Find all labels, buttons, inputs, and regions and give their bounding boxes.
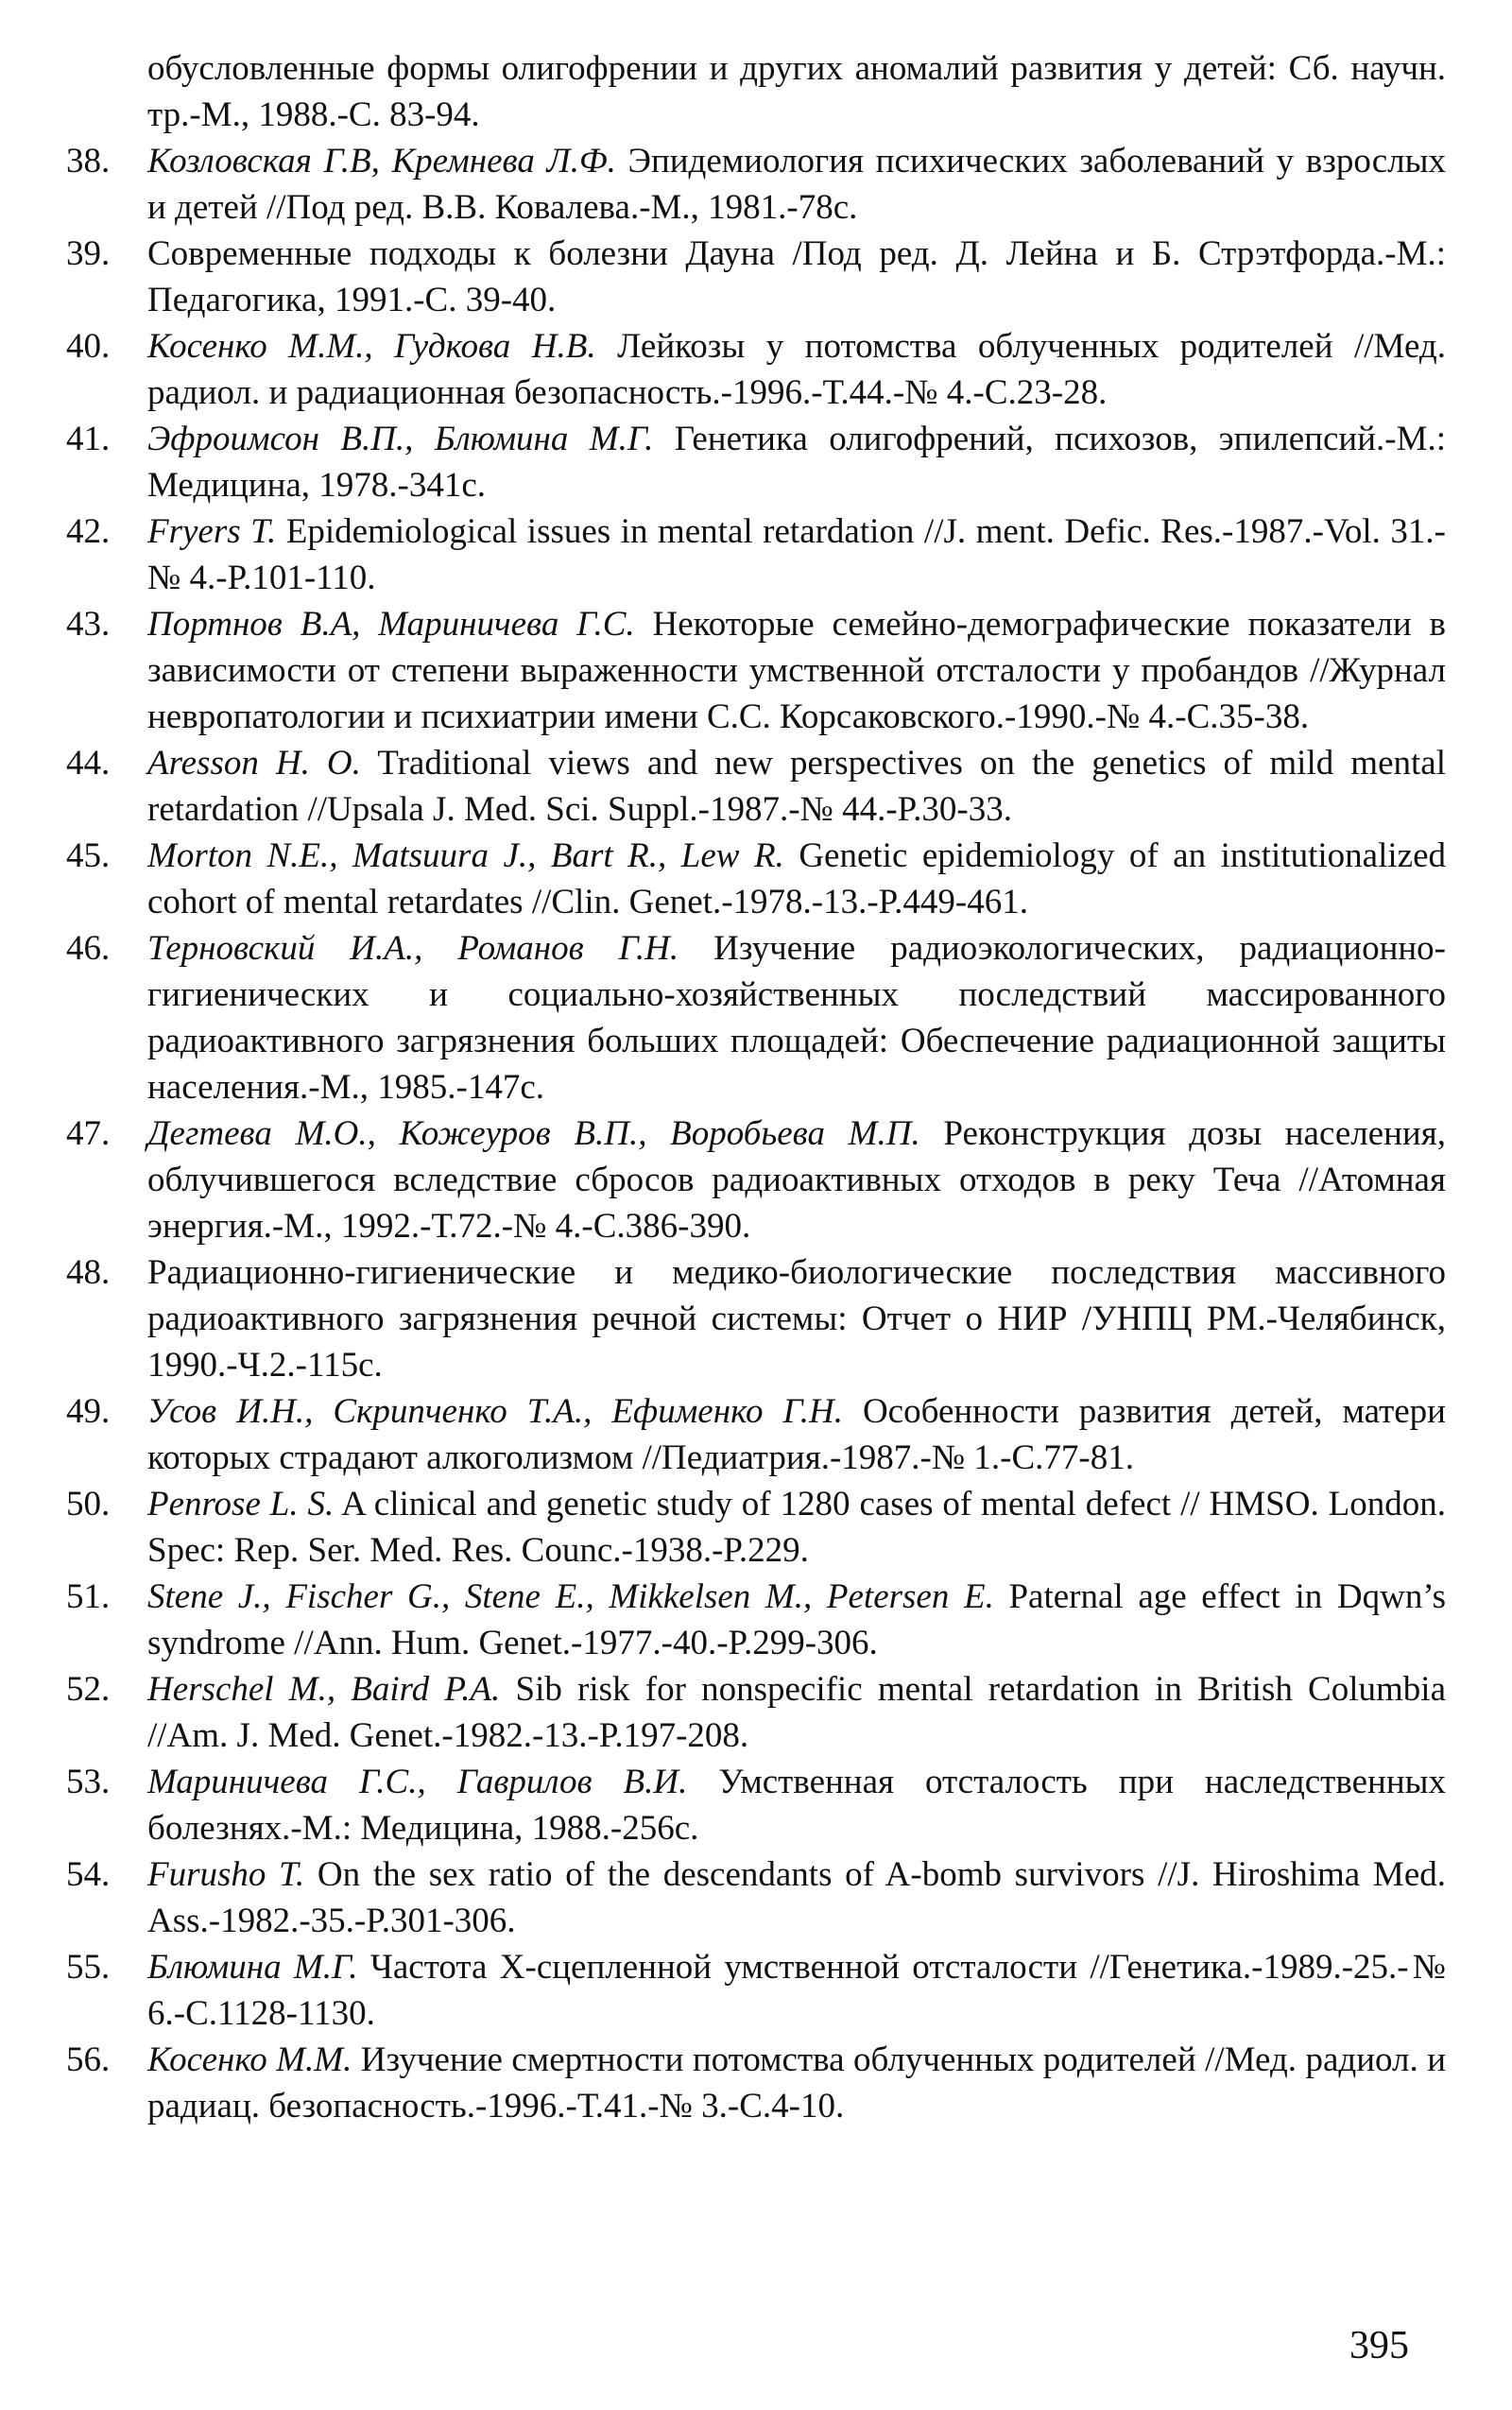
reference-number: 48. — [66, 1253, 111, 1292]
reference-number: 56. — [66, 2040, 111, 2079]
reference-number: 41. — [66, 420, 111, 458]
reference-text: Изучение радиоэкологических, радиационно-гигиенических и социально-хозяйственных последствий массированного радиоактивного загрязнения больших площадей: Обеспечение радиационной защиты населения.-М., 1985.-147с. — [147, 929, 1446, 1107]
reference-text: Paternal age effect in Dqwn’s syndrome //Ann. Hum. Genet.-1977.-40.-P.299-306. — [147, 1577, 1446, 1662]
reference-text: Genetic epidemiology of an institutionalized cohort of mental retardates //Clin. Genet.-1978.-13.-P.449-461. — [147, 836, 1446, 921]
reference-number: 51. — [66, 1577, 111, 1616]
reference-text: A clinical and genetic study of 1280 cases of mental defect // HMSO. London. Spec: Rep. Ser. Med. Res. Counc.-1938.-P.229. — [147, 1485, 1446, 1570]
reference-number: 45. — [66, 836, 111, 875]
reference-text: Генетика олигофрений, психозов, эпилепсий.-М.: Медицина, 1978.-341с. — [147, 420, 1446, 505]
reference-text: Traditional views and new perspectives on the genetics of mild mental retardation //Upsala J. Med. Sci. Suppl.-1987.-№ 44.-P.30-33. — [147, 744, 1446, 829]
reference-number: 52. — [66, 1670, 111, 1709]
reference-authors: Косенко М.М. — [147, 2040, 352, 2079]
reference-authors: Эфроимсон В.П., Блюмина М.Г. — [147, 420, 654, 458]
reference-text: Современные подходы к болезни Дауна /Под ред. Д. Лейна и Б. Стрэтфорда.-М.: Педагогика, 1991.-С. 39-40. — [147, 234, 1446, 319]
reference-authors: Терновский И.А., Романов Г.Н. — [147, 929, 679, 968]
reference-text: Реконструкция дозы населения, облучившегося вследствие сбросов радиоактивных отходов в реку Теча //Атомная энергия.-М., 1992.-Т.72.-№ 4.-С.386-390. — [147, 1114, 1447, 1246]
reference-item — [66, 1110, 1446, 1249]
reference-item — [66, 1574, 1446, 1666]
reference-number: 38. — [66, 142, 111, 181]
reference-text: Sib risk for nonspecific mental retardation in British Columbia //Am. J. Med. Genet.-1982.-13.-P.197-208. — [147, 1670, 1446, 1755]
reference-text: Частота X-сцепленной умственной отсталости //Генетика.-1989.-25.-№ 6.-С.1128-1130. — [147, 1948, 1446, 2033]
reference-item — [66, 323, 1446, 416]
reference-number: 43. — [66, 605, 111, 644]
reference-item — [66, 138, 1446, 231]
reference-number: 39. — [66, 234, 111, 273]
reference-text: Изучение смертности потомства облученных родителей //Мед. радиол. и радиац. безопасность.-1996.-Т.41.-№ 3.-С.4-10. — [147, 2040, 1446, 2126]
reference-item — [66, 925, 1446, 1110]
reference-number: 54. — [66, 1855, 111, 1894]
reference-authors: Портнов В.А, Мариничева Г.С. — [147, 605, 635, 644]
reference-number: 47. — [66, 1114, 111, 1153]
reference-text: On the sex ratio of the descendants of A-bomb survivors //J. Hiroshima Med. Ass.-1982.-35.-P.301-306. — [147, 1855, 1446, 1940]
reference-item — [66, 1944, 1446, 2037]
reference-authors: Stene J., Fischer G., Stene E., Mikkelsen M., Petersen E. — [147, 1577, 994, 1616]
reference-item — [66, 416, 1446, 508]
reference-authors: Aresson H. O. — [147, 744, 361, 783]
reference-item — [66, 2037, 1446, 2129]
reference-text: Особенности развития детей, матери которых страдают алкоголизмом //Педиатрия.-1987.-№ 1.-С.77-81. — [147, 1392, 1446, 1477]
reference-item — [66, 1759, 1446, 1851]
reference-number: 50. — [66, 1485, 111, 1523]
reference-authors: Furusho T. — [147, 1855, 305, 1894]
reference-item — [66, 833, 1446, 925]
reference-authors: Fryers T. — [147, 512, 277, 551]
reference-item — [66, 508, 1446, 601]
reference-list — [66, 138, 1446, 2129]
reference-number: 53. — [66, 1763, 111, 1801]
reference-number: 40. — [66, 327, 111, 366]
reference-number: 49. — [66, 1392, 111, 1431]
reference-text: Некоторые семейно-демографические показатели в зависимости от степени выраженности умственной отсталости у пробандов //Журнал невропатологии и психиатрии имени С.С. Корсаковского.-1990.-№ 4.-С.35-38. — [147, 605, 1446, 736]
reference-text: Лейкозы у потомства облученных родителей //Мед. радиол. и радиационная безопасность.-1996.-Т.44.-№ 4.-С.23-28. — [147, 327, 1446, 412]
reference-item — [66, 601, 1446, 740]
reference-item — [66, 1666, 1446, 1759]
reference-item — [66, 231, 1446, 323]
reference-item — [66, 740, 1446, 833]
reference-item — [66, 1388, 1446, 1481]
reference-authors: Блюмина М.Г. — [147, 1948, 358, 1987]
reference-continuation: обусловленные формы олигофрении и других аномалий развития у детей: Сб. научн. тр.-М., 1988.-С. 83-94. — [147, 49, 1446, 134]
reference-item — [66, 1851, 1446, 1944]
reference-authors: Мариничева Г.С., Гаврилов В.И. — [147, 1763, 688, 1801]
reference-authors: Дегтева М.О., Кожеуров В.П., Воробьева М.П. — [147, 1114, 920, 1153]
reference-text: Умственная отсталость при наследственных болезнях.-М.: Медицина, 1988.-256с. — [147, 1763, 1446, 1848]
reference-number: 46. — [66, 929, 111, 968]
reference-authors: Усов И.Н., Скрипченко Т.А., Ефименко Г.Н. — [147, 1392, 843, 1431]
reference-authors: Morton N.E., Matsuura J., Bart R., Lew R. — [147, 836, 784, 875]
page-number: 395 — [1349, 2324, 1409, 2367]
reference-number: 42. — [66, 512, 111, 551]
reference-text: Эпидемиология психических заболеваний у взрослых и детей //Под ред. В.В. Ковалева.-М., 1981.-78с. — [147, 142, 1446, 227]
reference-text: Радиационно-гигиенические и медико-биологические последствия массивного радиоактивного загрязнения речной системы: Отчет о НИР /УНПЦ РМ.-Челябинск, 1990.-Ч.2.-115с. — [147, 1253, 1446, 1385]
reference-authors: Herschel M., Baird P.A. — [147, 1670, 501, 1709]
reference-authors: Козловская Г.В, Кремнева Л.Ф. — [147, 142, 616, 181]
reference-item — [66, 1481, 1446, 1574]
reference-number: 44. — [66, 744, 111, 783]
reference-number: 55. — [66, 1948, 111, 1987]
reference-authors: Косенко М.М., Гудкова Н.В. — [147, 327, 596, 366]
reference-text: Epidemiological issues in mental retardation //J. ment. Defic. Res.-1987.-Vol. 31.-№ 4.-P.101-110. — [147, 512, 1446, 597]
reference-item — [66, 1249, 1446, 1388]
reference-authors: Penrose L. S. — [147, 1485, 335, 1523]
